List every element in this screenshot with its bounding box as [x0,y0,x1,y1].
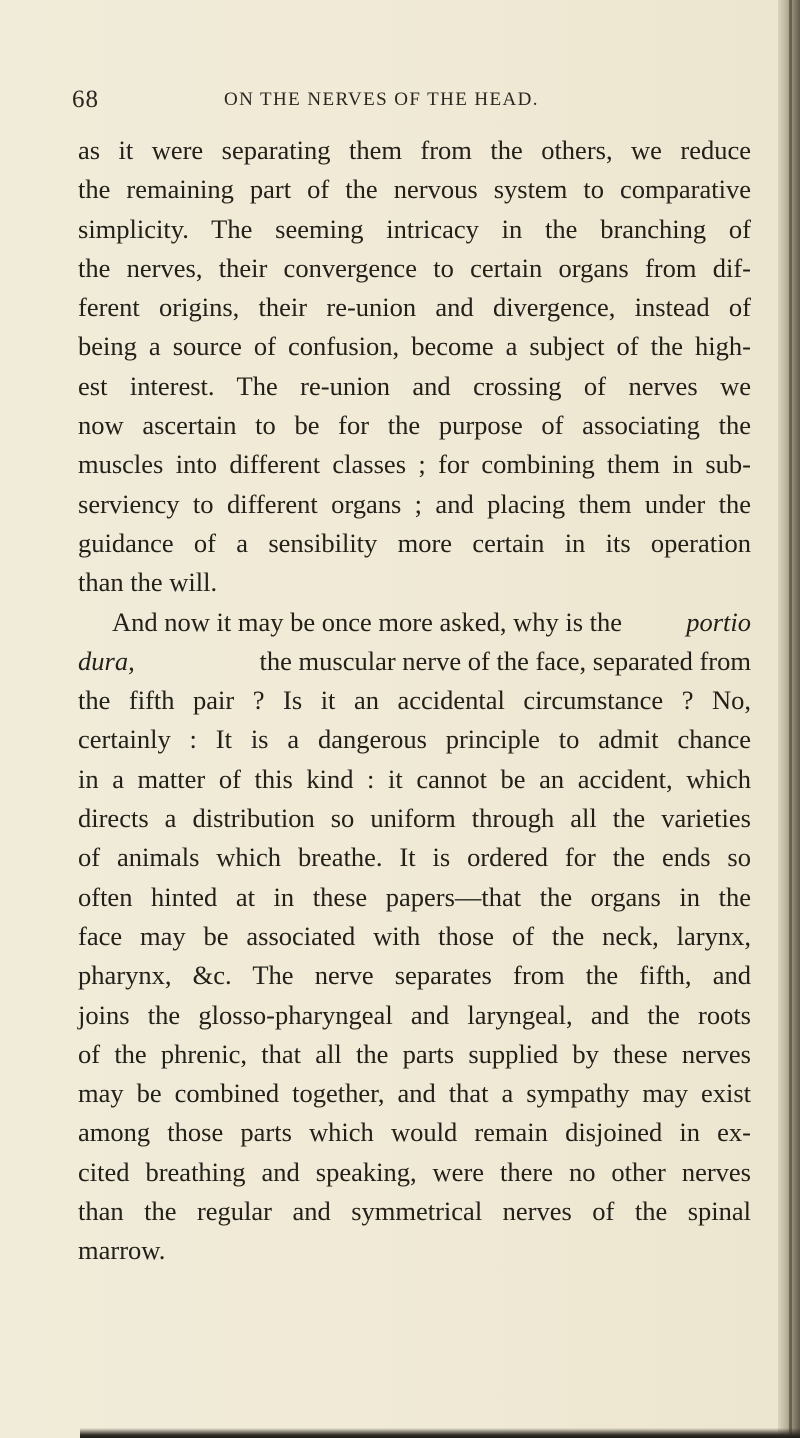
text-line: than the regular and symmetrical nerves of the spinal [78,1196,751,1227]
text-line: now ascertain to be for the purpose of associating the [78,410,751,441]
text-line: muscles into different classes ; for combining them in sub- [78,449,751,480]
text-line: est interest. The re-union and crossing of nerves we [78,370,751,401]
text-line [78,642,751,681]
text-line: marrow. [78,1235,166,1266]
text-fragment: the muscular nerve of the face, separated from [259,645,751,676]
text-line: may be combined together, and that a sympathy may exist [78,1078,751,1109]
text-line: the fifth pair ? Is it an accidental circumstance ? No, [78,685,751,716]
page-number: 68 [72,86,99,113]
text-line: cited breathing and speaking, were there no other nerves [78,1156,751,1187]
text-line: as it were separating them from the others, we reduce [78,135,751,165]
text-line: ferent origins, their re-union and divergence, instead of [78,292,751,323]
text-line: directs a distribution so uniform through all the varieties [78,803,751,834]
italic-term: dura, [78,645,135,676]
text-line: face may be associated with those of the neck, larynx, [78,920,751,951]
body-text [78,131,751,1271]
text-line: the remaining part of the nervous system to comparative [78,174,751,205]
italic-term: portio [686,606,751,637]
page-edge-shadow [789,0,792,1438]
page-bottom-shadow [80,1428,800,1438]
page-header [72,86,762,116]
running-head: ON THE NERVES OF THE HEAD. [224,89,539,110]
text-line: often hinted at in these papers—that the organs in the [78,881,751,912]
text-line: joins the glosso-pharyngeal and laryngeal, and the roots [78,999,751,1030]
text-fragment: And now it may be once more asked, why is the [112,606,623,637]
text-line: simplicity. The seeming intricacy in the branching of [78,213,751,244]
text-line: certainly : It is a dangerous principle to admit chance [78,724,751,755]
text-line: serviency to different organs ; and placing them under the [78,488,751,519]
text-line: of the phrenic, that all the parts supplied by these nerves [78,1038,751,1069]
text-line: the nerves, their convergence to certain organs from dif- [78,252,751,283]
text-line: among those parts which would remain disjoined in ex- [78,1117,751,1148]
text-line: being a source of confusion, become a subject of the high- [78,331,751,362]
text-line: guidance of a sensibility more certain in its operation [78,527,751,558]
text-line: in a matter of this kind : it cannot be an accident, which [78,763,751,794]
text-line: of animals which breathe. It is ordered for the ends so [78,842,751,873]
text-line: than the will. [78,567,218,598]
paragraph-start-line [78,603,751,642]
text-line: pharynx, &c. The nerve separates from the fifth, and [78,960,751,991]
